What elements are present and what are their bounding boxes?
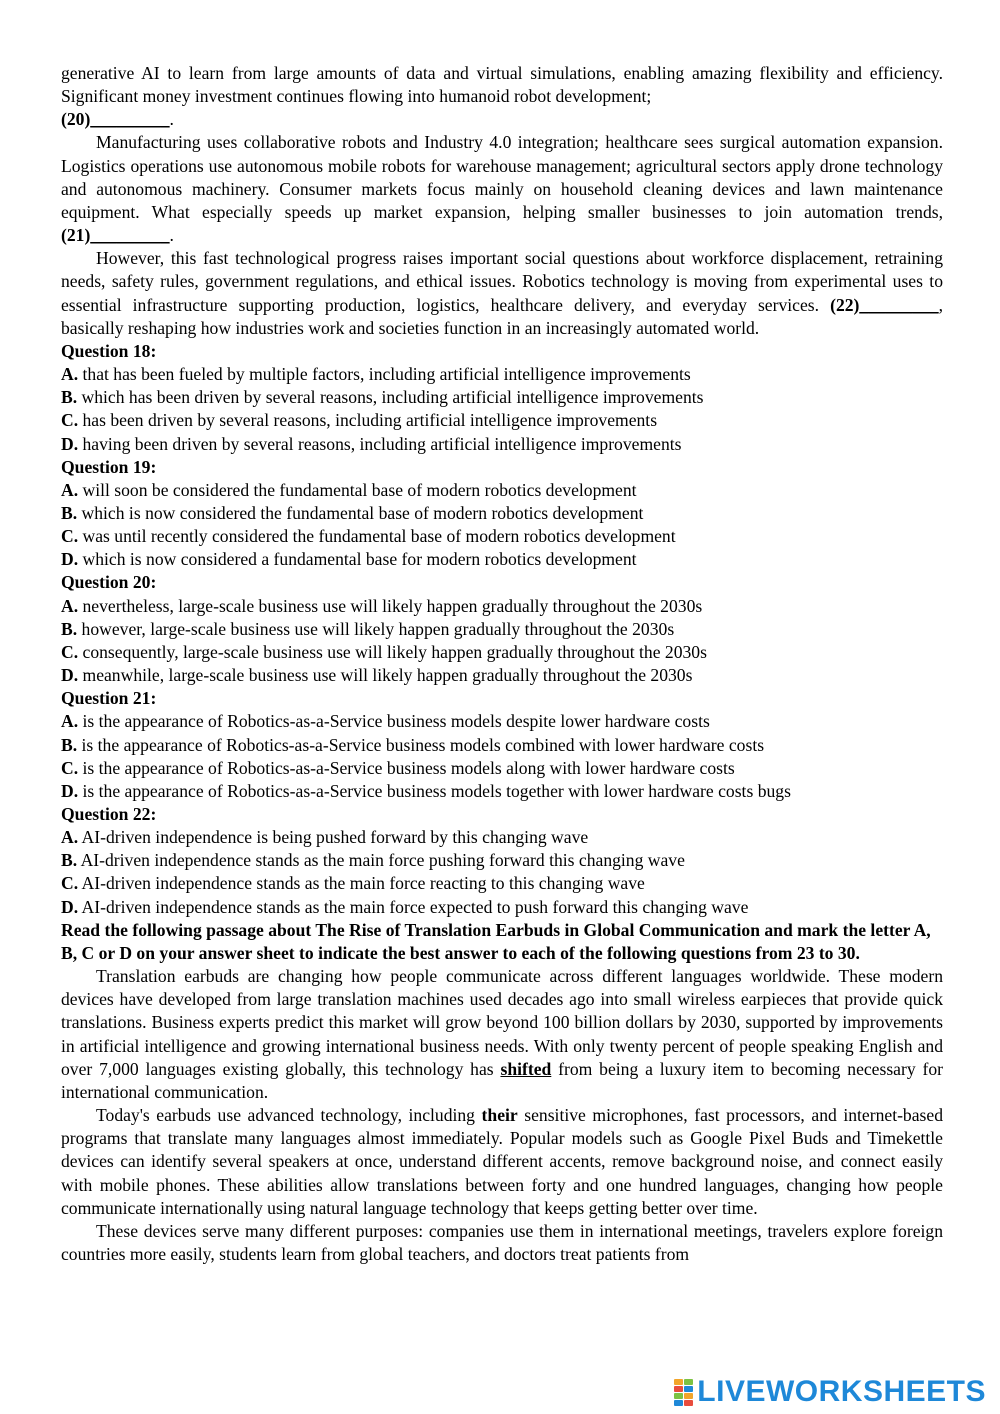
option-text: nevertheless, large-scale business use will likely happen gradually throughout the 2030s (78, 595, 703, 616)
option-text: was until recently considered the fundamental base of modern robotics development (78, 526, 676, 547)
answer-option[interactable] (61, 618, 943, 641)
blank-number: (22) (830, 294, 860, 315)
question-list (61, 340, 943, 919)
blank-line: _________ (90, 225, 170, 246)
option-letter: D. (61, 665, 79, 686)
paragraph-text: Today's earbuds use advanced technology, including (96, 1105, 482, 1126)
option-letter: A. (61, 479, 79, 500)
blank-22[interactable] (830, 295, 938, 315)
option-letter: A. (61, 827, 79, 848)
highlighted-word: shifted (500, 1058, 552, 1079)
option-text: AI-driven independence is being pushed forward by this changing wave (78, 827, 589, 848)
answer-option[interactable] (61, 641, 943, 664)
option-text: which is now considered a fundamental base for modern robotics development (78, 549, 637, 570)
passage-b-paragraph-2 (61, 1104, 943, 1220)
answer-option[interactable] (61, 757, 943, 780)
option-letter: C. (61, 873, 79, 894)
option-text: which has been driven by several reasons, including artificial intelligence improvements (77, 387, 704, 408)
logo-tile (674, 1386, 683, 1392)
answer-option[interactable] (61, 525, 943, 548)
option-text: will soon be considered the fundamental base of modern robotics development (78, 479, 637, 500)
answer-option[interactable] (61, 479, 943, 502)
paragraph-text: , basically reshaping how industries work and societies function in an increasingly automated world. (61, 294, 943, 338)
question-heading: Question 22: (61, 804, 157, 824)
paragraph-text: Translation earbuds are changing how people communicate across different languages worldwide. These modern devices have developed from large translation machines used decades ago into small wireless earpieces that provide quick translations. Business experts predict this market will grow beyond 100 billion dollars by 2030, supported by improvements in artificial intelligence and growing international business needs. With only twenty percent of people speaking English and over 7,000 languages existing globally, this technology has (61, 966, 943, 1079)
passage-a-paragraph-1 (61, 62, 943, 131)
logo-text: LIVEWORKSHEETS (697, 1375, 986, 1408)
question-heading: Question 19: (61, 456, 157, 477)
answer-option[interactable] (61, 386, 943, 409)
blank-number: (20) (61, 109, 91, 130)
paragraph-text: . (169, 109, 174, 130)
option-letter: C. (61, 526, 79, 547)
paragraph-text: . (169, 225, 174, 246)
paragraph-text: generative AI to learn from large amounts of data and virtual simulations, enabling amazing flexibility and efficiency. Significant money investment continues flowing into humanoid robot development; (61, 63, 943, 107)
option-letter: B. (61, 502, 78, 523)
logo-tile (674, 1379, 683, 1385)
passage-b-instruction: Read the following passage about The Rise of Translation Earbuds in Global Communication and mark the letter A, B, C or D on your answer sheet to indicate the best answer to each of the following questions from 23 to 30. (61, 919, 931, 963)
blank-line: _________ (90, 109, 170, 130)
logo-tile (674, 1393, 683, 1399)
passage-b-paragraph-1 (61, 965, 943, 1104)
option-letter: D. (61, 896, 79, 917)
option-letter: D. (61, 780, 79, 801)
answer-option[interactable] (61, 826, 943, 849)
logo-tile (684, 1379, 693, 1385)
option-text: AI-driven independence stands as the main force pushing forward this changing wave (77, 850, 685, 871)
logo-tile (684, 1393, 693, 1399)
option-letter: A. (61, 595, 79, 616)
answer-option[interactable] (61, 595, 943, 618)
passage-b-paragraph-3: These devices serve many different purposes: companies use them in international meetings, travelers explore foreign countries more easily, students learn from global teachers, and doctors treat patients from (61, 1220, 943, 1264)
answer-option[interactable] (61, 664, 943, 687)
passage-a-paragraph-2 (61, 131, 943, 247)
answer-option[interactable] (61, 780, 943, 803)
option-letter: D. (61, 433, 79, 454)
answer-option[interactable] (61, 502, 943, 525)
option-letter: B. (61, 387, 78, 408)
option-text: AI-driven independence stands as the main force reacting to this changing wave (78, 873, 645, 894)
question-heading: Question 18: (61, 340, 157, 361)
option-text: is the appearance of Robotics-as-a-Service business models along with lower hardware costs (78, 757, 735, 778)
paragraph-text: from being a luxury item to becoming necessary for international communication. (61, 1058, 943, 1102)
option-text: AI-driven independence stands as the main force expected to push forward this changing wave (78, 896, 749, 917)
question-heading: Question 21: (61, 688, 157, 709)
option-letter: B. (61, 734, 78, 755)
option-text: is the appearance of Robotics-as-a-Service business models despite lower hardware costs (78, 711, 710, 732)
option-letter: B. (61, 618, 78, 639)
option-letter: D. (61, 549, 79, 570)
bold-word: their (481, 1105, 518, 1126)
option-letter: A. (61, 711, 79, 732)
question-heading: Question 20: (61, 572, 157, 593)
option-text: has been driven by several reasons, including artificial intelligence improvements (78, 410, 658, 431)
option-text: meanwhile, large-scale business use will likely happen gradually throughout the 2030s (78, 665, 693, 686)
option-text: consequently, large-scale business use will likely happen gradually throughout the 2030s (78, 641, 707, 662)
answer-option[interactable] (61, 872, 943, 895)
option-text: is the appearance of Robotics-as-a-Service business models combined with lower hardware costs (77, 734, 765, 755)
option-letter: C. (61, 410, 79, 431)
blank-20[interactable] (61, 109, 169, 129)
option-text: that has been fueled by multiple factors, including artificial intelligence improvements (78, 364, 691, 385)
answer-option[interactable] (61, 433, 943, 456)
blank-21[interactable] (61, 225, 169, 245)
logo-tile (674, 1400, 683, 1406)
logo-tile (684, 1400, 693, 1406)
passage-a-paragraph-3 (61, 247, 943, 340)
logo-mark-icon (674, 1379, 693, 1405)
option-letter: C. (61, 641, 79, 662)
blank-line: _________ (859, 294, 939, 315)
option-text: is the appearance of Robotics-as-a-Service business models together with lower hardware costs bugs (78, 780, 791, 801)
answer-option[interactable] (61, 896, 943, 919)
option-text: which is now considered the fundamental base of modern robotics development (77, 502, 644, 523)
blank-number: (21) (61, 225, 91, 246)
liveworksheets-logo[interactable] (674, 1375, 986, 1409)
paragraph-text: Manufacturing uses collaborative robots and Industry 4.0 integration; healthcare sees surgical automation expansion. Logistics operations use autonomous mobile robots for warehouse management; agricultural sectors apply drone technology and autonomous machinery. Consumer markets focus mainly on household cleaning devices and lawn maintenance equipment. What especially speeds up market expansion, helping smaller businesses to join automation trends, (61, 132, 943, 222)
worksheet-page (61, 62, 943, 1266)
paragraph-text: sensitive microphones, fast processors, and internet-based programs that translate many languages almost immediately. Popular models such as Google Pixel Buds and Timekettle devices can identify several speakers at once, understand different accents, remove background noise, and connect easily with mobile phones. These abilities allow translations between forty and one hundred languages, changing how people communicate internationally using natural language technology that keeps getting better over time. (61, 1105, 943, 1218)
answer-option[interactable] (61, 849, 943, 872)
answer-option[interactable] (61, 734, 943, 757)
logo-tile (684, 1386, 693, 1392)
option-letter: B. (61, 850, 78, 871)
paragraph-text: However, this fast technological progress raises important social questions about workforce displacement, retraining needs, safety rules, government regulations, and ethical issues. Robotics technology is moving from experimental uses to essential infrastructure supporting production, logistics, healthcare delivery, and everyday services. (61, 248, 943, 315)
answer-option[interactable] (61, 409, 943, 432)
answer-option[interactable] (61, 548, 943, 571)
option-letter: C. (61, 757, 79, 778)
option-letter: A. (61, 364, 79, 385)
answer-option[interactable] (61, 710, 943, 733)
answer-option[interactable] (61, 363, 943, 386)
option-text: having been driven by several reasons, including artificial intelligence improvements (78, 433, 682, 454)
option-text: however, large-scale business use will likely happen gradually throughout the 2030s (77, 618, 675, 639)
